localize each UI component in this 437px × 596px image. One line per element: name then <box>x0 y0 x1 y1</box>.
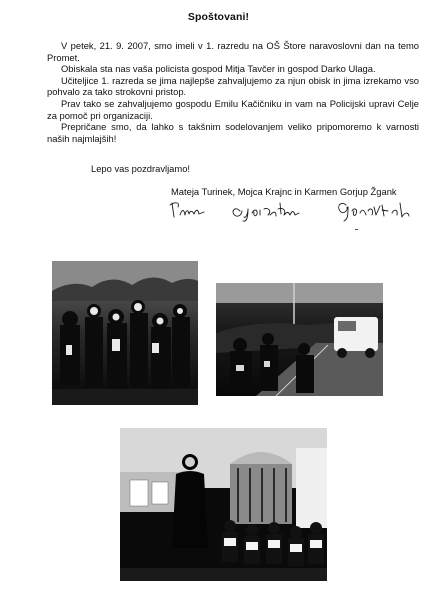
letter-body <box>47 40 419 144</box>
paragraph-3: Učiteljice 1. razreda se jima najlepše zahvaljujemo za njun obisk in jima izrekamo vso pohvalo za tako strokovni pristop. <box>47 74 419 98</box>
signers-names: Mateja Turinek, Mojca Krajnc in Karmen Gorjup Žgank <box>171 186 397 197</box>
photo-children-with-police <box>52 261 198 405</box>
paragraph-2: Obiskala sta nas vaša policista gospod Mitja Tavčer in gospod Darko Ulaga. <box>61 63 376 75</box>
closing-greeting: Lepo vas pozdravljamo! <box>91 163 191 174</box>
paragraph-5: Prepričane smo, da lahko s takšnim sodelovanjem veliko pripomoremo k varnosti naših najmlajših! <box>47 121 419 144</box>
stray-mark <box>355 229 358 230</box>
photo-officer-with-children <box>120 428 327 581</box>
paragraph-4: Prav tako se zahvaljujemo gospodu Emilu Kačičniku in vam na Policijski upravi Celje za pomoč pri organizaciji. <box>47 97 419 121</box>
photo-road-with-van <box>216 283 383 396</box>
handwritten-signatures <box>168 197 428 223</box>
letter-title: Spoštovani! <box>187 11 250 23</box>
paragraph-1: V petek, 21. 9. 2007, smo imeli v 1. razredu na OŠ Štore naravoslovni dan na temo Promet. <box>47 40 419 63</box>
